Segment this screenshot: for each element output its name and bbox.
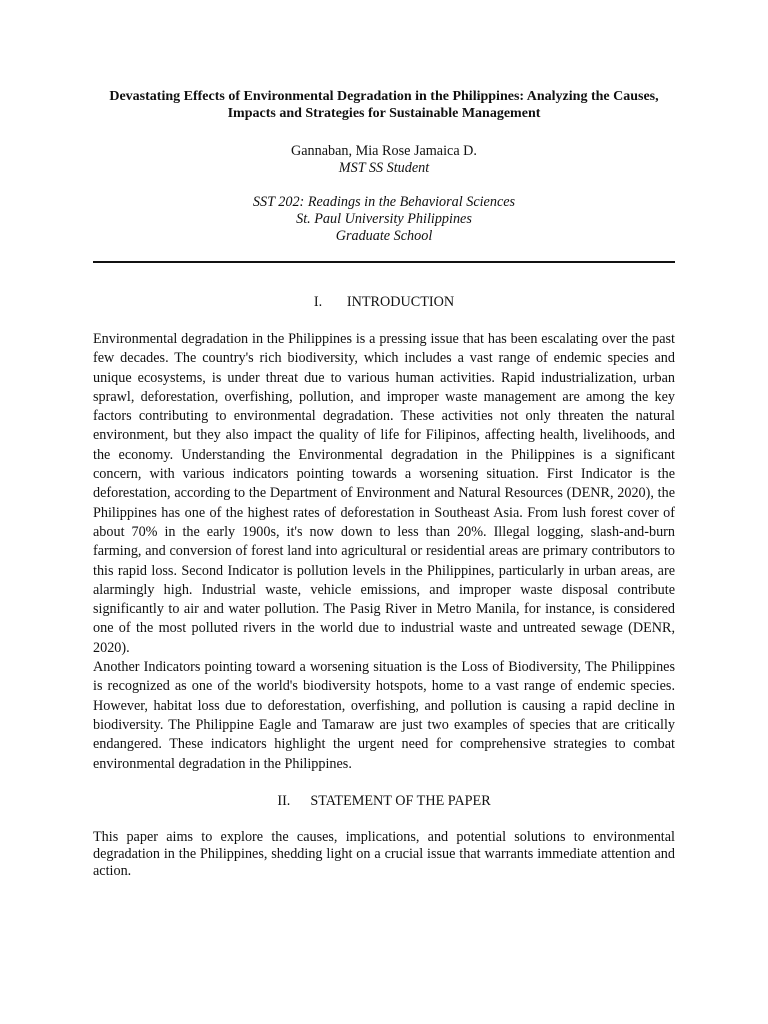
statement-paragraph: This paper aims to explore the causes, implications, and potential solutions to environmental degradation in the Philippines, shedding light on a crucial issue that warrants immediate attention and action. bbox=[93, 828, 675, 879]
statement-title: STATEMENT OF THE PAPER bbox=[310, 792, 491, 809]
course-block bbox=[93, 194, 675, 245]
statement-number: II. bbox=[277, 792, 291, 809]
author-role: MST SS Student bbox=[338, 160, 430, 176]
introduction-title: INTRODUCTION bbox=[346, 294, 455, 310]
university-name: St. Paul University Philippines bbox=[296, 211, 472, 227]
school-name: Graduate School bbox=[335, 228, 433, 244]
header-divider bbox=[93, 261, 675, 263]
statement-heading bbox=[93, 793, 675, 810]
introduction-heading bbox=[93, 294, 675, 311]
paper-title: Devastating Effects of Environmental Degradation in the Philippines: Analyzing the Causes, Impacts and Strategies for Sustainable Management bbox=[109, 89, 659, 121]
introduction-paragraph-1: Environmental degradation in the Philippines is a pressing issue that has been escalating over the past few decades. The country's rich biodiversity, which includes a vast range of endemic species and unique ecosystems, is under threat due to various human activities. Rapid industrialization, urban sprawl, deforestation, overfishing, pollution, and improper waste management are among the key factors contributing to environmental degradation. These activities not only threaten the natural environment, but they also impact the quality of life for Filipinos, affecting health, livelihoods, and the economy. Understanding the Environmental degradation in the Philippines is a significant concern, with various indicators pointing towards a worsening situation. First Indicator is the deforestation, according to the Department of Environment and Natural Resources (DENR, 2020), the Philippines has one of the highest rates of deforestation in Southeast Asia. From lush forest cover of about 70% in the early 1900s, it's now down to less than 20%. Illegal logging, slash-and-burn farming, and conversion of forest land into agricultural or residential areas are primary contributors to this rapid loss. Second Indicator is pollution levels in the Philippines, particularly in urban areas, are alarmingly high. Industrial waste, vehicle emissions, and improper waste disposal contribute significantly to air and water pollution. The Pasig River in Metro Manila, for instance, is considered one of the most polluted rivers in the world due to industrial waste and untreated sewage (DENR, 2020). bbox=[93, 331, 675, 656]
introduction-number: I. bbox=[313, 294, 323, 310]
author-block bbox=[93, 143, 675, 177]
course-name: SST 202: Readings in the Behavioral Sciences bbox=[252, 194, 516, 210]
document-page bbox=[93, 88, 675, 880]
introduction-paragraph-2: Another Indicators pointing toward a worsening situation is the Loss of Biodiversity, The Philippines is recognized as one of the world's biodiversity hotspots, home to a vast range of endemic species. However, habitat loss due to deforestation, overfishing, and pollution is causing a rapid decline in biodiversity. The Philippine Eagle and Tamaraw are just two examples of species that are critically endangered. These indicators highlight the urgent need for comprehensive strategies to combat environmental degradation in the Philippines. bbox=[93, 659, 675, 772]
author-name: Gannaban, Mia Rose Jamaica D. bbox=[291, 143, 477, 159]
